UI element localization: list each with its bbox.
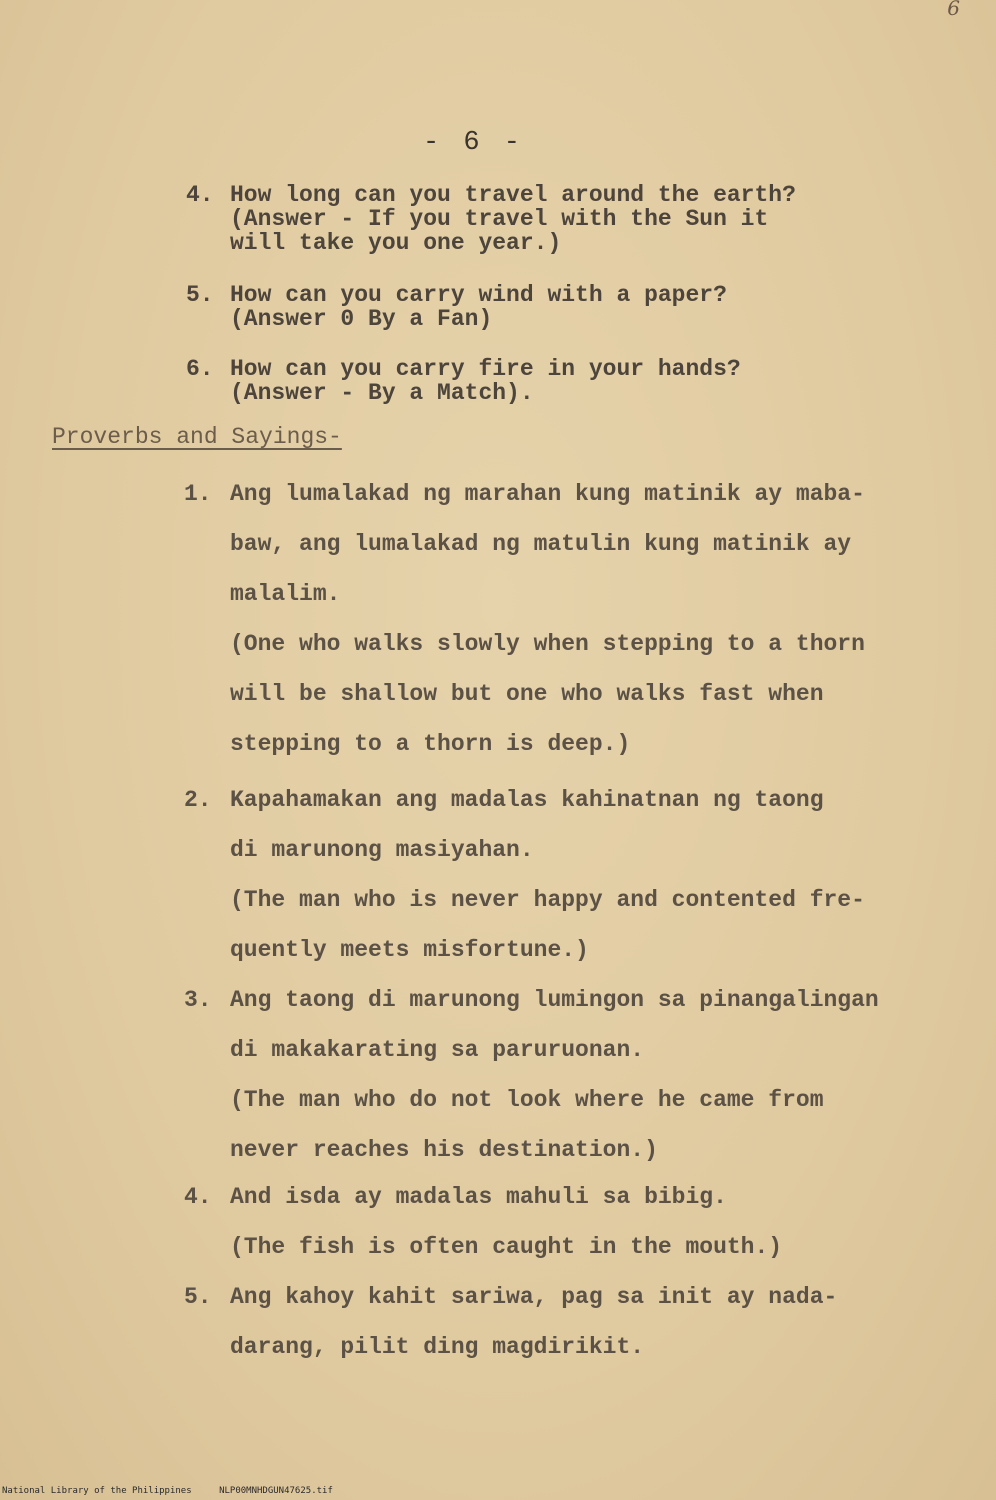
proverb-line: And isda ay madalas mahuli sa bibig. bbox=[230, 1184, 727, 1210]
proverb-translation-line: (The man who do not look where he came from bbox=[230, 1087, 824, 1113]
riddle-question: How long can you travel around the earth? bbox=[230, 182, 796, 208]
riddle-item bbox=[186, 183, 906, 255]
proverb-line: malalim. bbox=[230, 581, 341, 607]
riddle-question: How can you carry fire in your hands? bbox=[230, 356, 741, 382]
page-number: - 6 - bbox=[423, 128, 525, 158]
riddle-answer-line: will take you one year.) bbox=[230, 230, 562, 256]
proverb-line: di makakarating sa paruruonan. bbox=[230, 1037, 645, 1063]
proverb-translation-line: will be shallow but one who walks fast when bbox=[230, 681, 824, 707]
proverb-number: 2. bbox=[184, 787, 212, 813]
proverb-number: 3. bbox=[184, 987, 212, 1013]
proverb-line: Kapahamakan ang madalas kahinatnan ng taong bbox=[230, 787, 824, 813]
riddle-number: 6. bbox=[186, 356, 214, 382]
riddle-answer-line: (Answer - If you travel with the Sun it bbox=[230, 206, 769, 232]
riddle-number: 5. bbox=[186, 282, 214, 308]
riddle-item bbox=[186, 357, 906, 405]
proverb-translation-line: never reaches his destination.) bbox=[230, 1137, 658, 1163]
proverb-translation-line: stepping to a thorn is deep.) bbox=[230, 731, 631, 757]
proverb-item bbox=[184, 975, 944, 1175]
proverb-item bbox=[184, 469, 944, 769]
proverb-number: 5. bbox=[184, 1284, 212, 1310]
riddle-item bbox=[186, 283, 906, 331]
proverb-line: Ang kahoy kahit sariwa, pag sa init ay nada- bbox=[230, 1284, 838, 1310]
proverb-translation-line: quently meets misfortune.) bbox=[230, 937, 589, 963]
proverb-translation-line: (The fish is often caught in the mouth.) bbox=[230, 1234, 783, 1260]
proverb-line: Ang lumalakad ng marahan kung matinik ay maba- bbox=[230, 481, 865, 507]
footer-filename: NLP00MNHDGUN47625.tif bbox=[219, 1486, 333, 1496]
proverb-number: 4. bbox=[184, 1184, 212, 1210]
footer-library: National Library of the Philippines bbox=[2, 1486, 192, 1496]
riddle-answer-line: (Answer - By a Match). bbox=[230, 380, 534, 406]
proverb-line: Ang taong di marunong lumingon sa pinangalingan bbox=[230, 987, 879, 1013]
proverb-item bbox=[184, 1172, 944, 1272]
riddle-number: 4. bbox=[186, 182, 214, 208]
proverb-item bbox=[184, 775, 944, 975]
proverb-line: baw, ang lumalakad ng matulin kung matinik ay bbox=[230, 531, 852, 557]
riddle-answer-line: (Answer 0 By a Fan) bbox=[230, 306, 493, 332]
riddle-question: How can you carry wind with a paper? bbox=[230, 282, 727, 308]
proverb-line: di marunong masiyahan. bbox=[230, 837, 534, 863]
proverb-line: darang, pilit ding magdirikit. bbox=[230, 1334, 645, 1360]
proverb-item bbox=[184, 1272, 944, 1372]
section-heading: Proverbs and Sayings- bbox=[52, 424, 342, 450]
corner-page-mark: 6 bbox=[947, 0, 960, 20]
proverb-translation-line: (One who walks slowly when stepping to a thorn bbox=[230, 631, 865, 657]
scan-footer bbox=[2, 1486, 355, 1496]
proverb-translation-line: (The man who is never happy and contented fre- bbox=[230, 887, 865, 913]
proverb-number: 1. bbox=[184, 481, 212, 507]
